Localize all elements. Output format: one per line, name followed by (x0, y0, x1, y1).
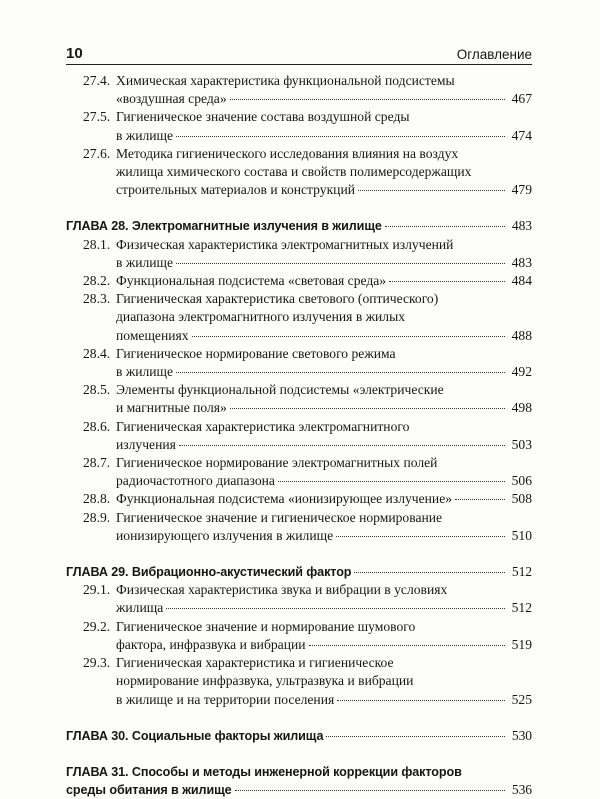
entry-text-line-3: в жилище и на территории поселения (116, 691, 335, 707)
running-header (66, 42, 532, 62)
section-number: 28.1. (83, 236, 111, 252)
chapter-title: ГЛАВА 28. Электромагнитные излучения в жилище (66, 219, 382, 234)
toc-entry-28-2[interactable] (66, 272, 532, 290)
page-number: 10 (66, 45, 83, 62)
entry-text-line-2: «воздушная среда» (116, 91, 227, 107)
entry-text-line-2: в жилище (116, 127, 174, 143)
toc-entry-27-6[interactable] (66, 145, 532, 200)
entry-text-line-2: радиочастотного диапазона (116, 473, 275, 489)
section-number: 27.4. (83, 73, 111, 88)
section-number: 28.8. (83, 491, 111, 507)
page-ref: 510 (511, 527, 532, 543)
dot-leader (336, 536, 505, 537)
entry-text-line-2: диапазона электромагнитного излучения в жилых (116, 309, 406, 325)
entry-text-line-1: Физическая характеристика звука и вибрации в условиях (116, 582, 448, 598)
section-number: 28.4. (83, 345, 111, 361)
section-number: 28.2. (83, 273, 111, 289)
toc-entry-28-4[interactable] (66, 345, 532, 381)
toc-entry-28-9[interactable] (66, 509, 532, 545)
section-number: 28.5. (83, 382, 111, 398)
entry-text-line-1: Функциональная подсистема «световая среда» (116, 273, 387, 289)
page-ref: 512 (511, 600, 532, 616)
entry-text-line-1: Методика гигиенического исследования влияния на воздух (116, 145, 459, 161)
page-ref: 508 (511, 491, 532, 507)
entry-text-line-1: Гигиеническое нормирование светового режима (116, 345, 396, 361)
entry-text-line-1: Гигиеническое нормирование электромагнитных полей (116, 455, 438, 471)
entry-text-line-1: Гигиеническое значение и гигиеническое нормирование (116, 509, 443, 525)
dot-leader (176, 263, 505, 264)
dot-leader (179, 445, 505, 446)
entry-text-line-2: в жилище (116, 254, 174, 270)
section-number: 28.7. (83, 455, 111, 471)
entry-text-line-2: и магнитные поля» (116, 400, 227, 416)
toc-entry-28-7[interactable] (66, 454, 532, 490)
toc-entry-29-3[interactable] (66, 654, 532, 709)
toc-chapter-31[interactable] (66, 763, 532, 799)
page-ref: 503 (511, 436, 532, 452)
toc-chapter-30[interactable] (66, 727, 532, 745)
spacer (66, 745, 532, 763)
page-ref: 467 (511, 91, 532, 107)
page-ref: 479 (511, 182, 532, 198)
toc-entry-29-1[interactable] (66, 581, 532, 617)
entry-text-line-1: Физическая характеристика электромагнитных излучений (116, 236, 454, 252)
section-number: 27.5. (83, 109, 111, 125)
dot-leader (389, 281, 505, 282)
spacer (66, 199, 532, 217)
toc-entry-27-5[interactable] (66, 108, 532, 144)
dot-leader (326, 736, 505, 737)
entry-text-line-2: жилища (116, 600, 164, 616)
page-ref: 474 (511, 127, 532, 143)
toc-entry-27-4[interactable] (66, 72, 532, 108)
dot-leader (337, 700, 505, 701)
entry-text-line-1: Элементы функциональной подсистемы «электрические (116, 382, 444, 398)
section-number: 28.3. (83, 291, 111, 307)
spacer (66, 545, 532, 563)
entry-text-line-2: жилища химического состава и свойств полимерсодержащих (116, 164, 472, 180)
dot-leader (176, 136, 505, 137)
toc-chapter-28[interactable] (66, 217, 532, 235)
page-ref: 488 (511, 327, 532, 343)
page-ref: 498 (511, 400, 532, 416)
dot-leader (235, 790, 505, 791)
toc-entry-28-5[interactable] (66, 381, 532, 417)
page-ref: 483 (511, 218, 532, 234)
page-ref: 536 (511, 782, 532, 798)
chapter-title-line-1: ГЛАВА 31. Способы и методы инженерной коррекции факторов (66, 764, 462, 779)
toc-entry-28-1[interactable] (66, 236, 532, 272)
entry-text-line-3: помещениях (116, 327, 189, 343)
spacer (66, 709, 532, 727)
page-ref: 492 (511, 364, 532, 380)
page-ref: 483 (511, 254, 532, 270)
chapter-title: ГЛАВА 29. Вибрационно-акустический фактор (66, 565, 352, 580)
page-ref: 530 (511, 727, 532, 743)
section-number: 27.6. (83, 145, 111, 161)
dot-leader (358, 190, 505, 191)
running-title: Оглавление (456, 47, 532, 62)
section-number: 29.1. (83, 582, 111, 598)
section-number: 29.2. (83, 618, 111, 634)
dot-leader (278, 481, 505, 482)
entry-text-line-1: Гигиеническая характеристика светового (оптического) (116, 291, 439, 307)
section-number: 28.9. (83, 509, 111, 525)
entry-text-line-2: излучения (116, 436, 176, 452)
page-ref: 512 (511, 564, 532, 580)
dot-leader (455, 499, 505, 500)
dot-leader (385, 226, 505, 227)
page-ref: 525 (511, 691, 532, 707)
page-ref: 484 (511, 273, 532, 289)
dot-leader (354, 572, 505, 573)
dot-leader (230, 408, 505, 409)
entry-text-line-2: ионизирующего излучения в жилище (116, 527, 334, 543)
toc-entry-28-8[interactable] (66, 490, 532, 508)
toc-entry-29-2[interactable] (66, 618, 532, 654)
table-of-contents (66, 72, 532, 799)
dot-leader (192, 336, 505, 337)
entry-text-line-1: Химическая характеристика функциональной подсистемы (116, 73, 455, 88)
toc-chapter-29[interactable] (66, 563, 532, 581)
dot-leader (176, 372, 505, 373)
dot-leader (309, 645, 505, 646)
header-rule (66, 64, 532, 65)
toc-entry-28-3[interactable] (66, 290, 532, 345)
section-number: 29.3. (83, 655, 111, 671)
section-number: 28.6. (83, 418, 111, 434)
dot-leader (230, 99, 505, 100)
dot-leader (166, 608, 505, 609)
entry-text-line-3: строительных материалов и конструкций (116, 182, 355, 198)
entry-text-line-1: Гигиеническая характеристика электромагнитного (116, 418, 410, 434)
toc-entry-28-6[interactable] (66, 418, 532, 454)
entry-text-line-2: фактора, инфразвука и вибрации (116, 636, 306, 652)
entry-text-line-2: в жилище (116, 364, 174, 380)
entry-text-line-2: нормирование инфразвука, ультразвука и вибрации (116, 673, 414, 689)
page-ref: 519 (511, 636, 532, 652)
chapter-title: ГЛАВА 30. Социальные факторы жилища (66, 728, 324, 743)
entry-text-line-1: Функциональная подсистема «ионизирующее излучение» (116, 491, 453, 507)
entry-text-line-1: Гигиеническое значение состава воздушной среды (116, 109, 410, 125)
entry-text-line-1: Гигиеническая характеристика и гигиеническое (116, 655, 394, 671)
page-ref: 506 (511, 473, 532, 489)
chapter-title-line-2: среды обитания в жилище (66, 783, 232, 798)
entry-text-line-1: Гигиеническое значение и нормирование шумового (116, 618, 416, 634)
